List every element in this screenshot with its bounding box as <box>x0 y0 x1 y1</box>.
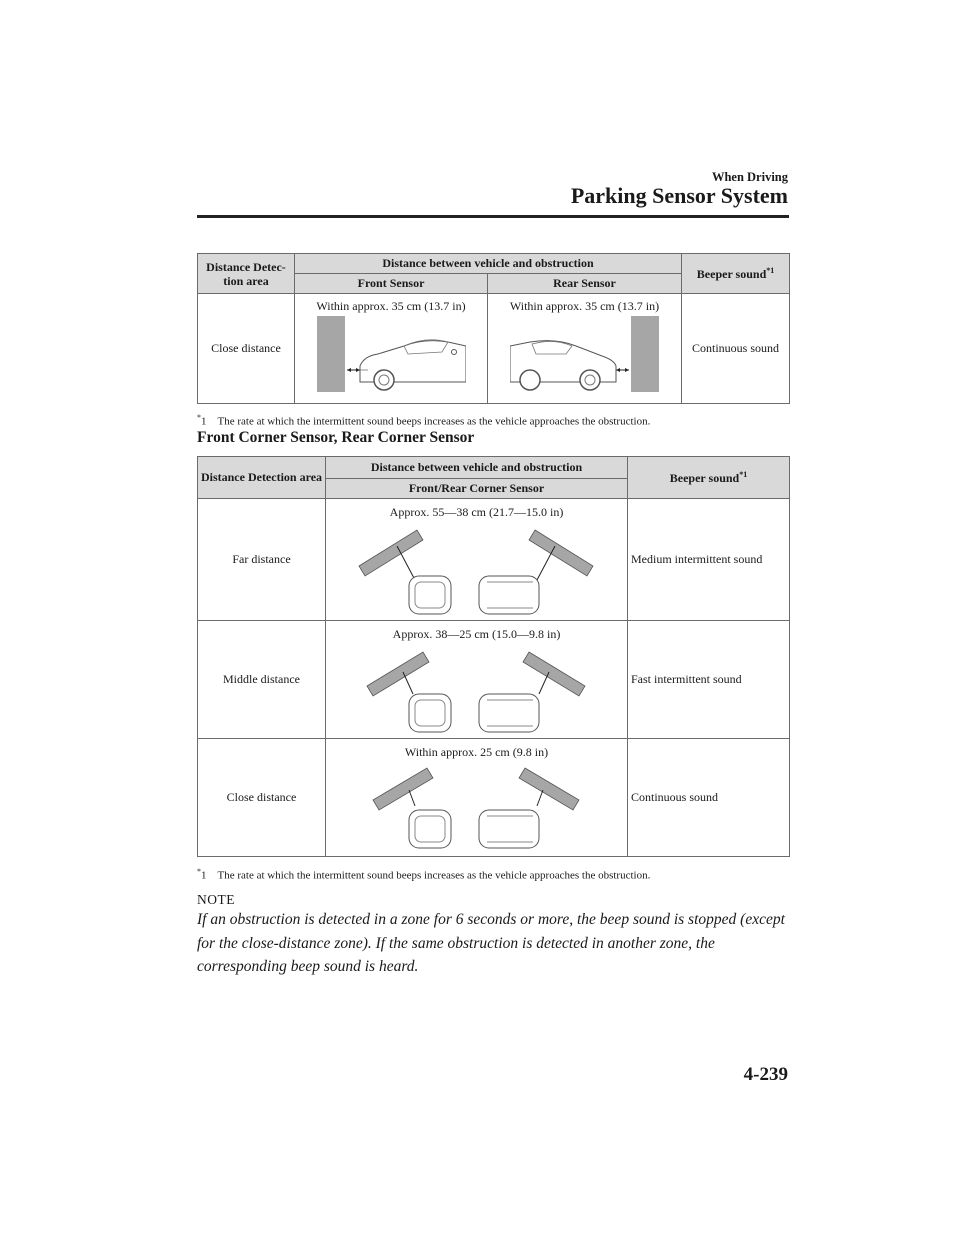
corner-diagram-far <box>357 520 597 616</box>
diagram-cell <box>326 621 628 739</box>
row-area: Close distance <box>198 294 295 404</box>
col-sub-header: Front/Rear Corner Sensor <box>326 479 628 499</box>
rear-range-label: Within approx. 35 cm (13.7 in) <box>509 299 660 313</box>
front-car-diagram <box>316 314 466 394</box>
note-body: If an obstruction is detected in a zone for 6 seconds or more, the beep sound is stopped (except for the close-distance zone). If the same obstruction is detected in another zone, the corresponding beep sound is heard. <box>197 911 785 975</box>
diagram-cell <box>326 739 628 857</box>
row-sound: Medium intermittent sound <box>628 499 790 621</box>
rear-car-diagram <box>510 314 660 394</box>
col-area-header: Distance Detection area <box>198 457 326 499</box>
front-rear-sensor-table <box>197 253 790 404</box>
col-beeper-header: Beeper sound$^{*1}$ <box>628 457 790 499</box>
front-range-label: Within approx. 35 cm (13.7 in) <box>316 299 466 313</box>
page-number: 4-239 <box>743 1064 788 1085</box>
page-title: Parking Sensor System <box>570 183 788 208</box>
section-title: Front Corner Sensor, Rear Corner Sensor <box>197 429 475 446</box>
col-beeper-header: Beeper sound$^{*1}$ <box>682 254 790 294</box>
footnote-1: *1 The rate at which the intermittent sound beeps increases as the vehicle approaches the obstruction. <box>197 413 651 428</box>
header-rule <box>197 215 789 218</box>
col-distance-header: Distance between vehicle and obstruction <box>295 254 682 274</box>
front-sensor-cell <box>295 294 488 404</box>
row-area: Middle distance <box>198 621 326 739</box>
range-label: Within approx. 25 cm (9.8 in) <box>404 745 549 759</box>
corner-diagram-close <box>357 760 597 852</box>
col-area-header: Distance Detec- tion area <box>198 254 295 294</box>
rear-sensor-cell <box>488 294 682 404</box>
col-distance-header: Distance between vehicle and obstruction <box>326 457 628 479</box>
row-area: Close distance <box>198 739 326 857</box>
row-sound: Continuous sound <box>628 739 790 857</box>
corner-sensor-table <box>197 456 790 857</box>
note-heading: NOTE <box>197 892 235 907</box>
row-sound: Fast intermittent sound <box>628 621 790 739</box>
diagram-cell <box>326 499 628 621</box>
section-header: When Driving <box>711 170 788 184</box>
range-label: Approx. 38―25 cm (15.0―9.8 in) <box>392 627 561 641</box>
row-sound: Continuous sound <box>682 294 790 404</box>
corner-diagram-middle <box>357 642 597 734</box>
row-area: Far distance <box>198 499 326 621</box>
col-rear-header: Rear Sensor <box>488 274 682 294</box>
footnote-2: *1 The rate at which the intermittent sound beeps increases as the vehicle approaches the obstruction. <box>197 867 651 882</box>
range-label: Approx. 55―38 cm (21.7―15.0 in) <box>389 505 564 519</box>
col-front-header: Front Sensor <box>295 274 488 294</box>
